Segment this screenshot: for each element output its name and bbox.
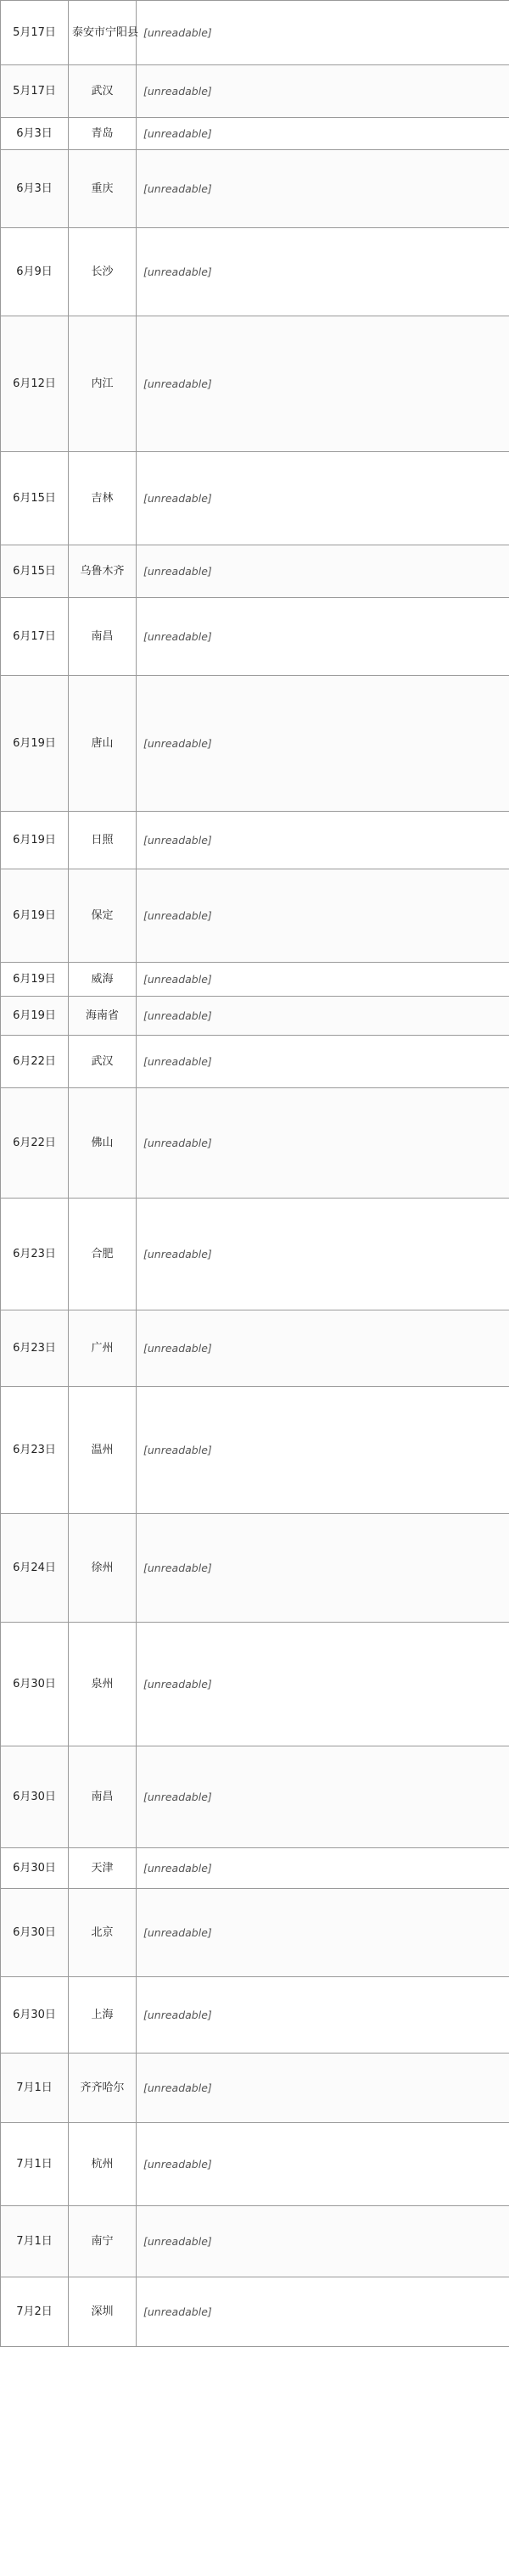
row-description: [unreadable] <box>137 1387 509 1514</box>
row-description: [unreadable] <box>137 1848 509 1889</box>
row-description: [unreadable] <box>137 963 509 997</box>
row-date: 6月30日 <box>1 1623 69 1746</box>
table-row <box>1 2206 509 2277</box>
row-date: 6月22日 <box>1 1036 69 1088</box>
row-city: 重庆 <box>69 150 137 228</box>
table-row <box>1 869 509 963</box>
row-date: 6月23日 <box>1 1199 69 1310</box>
row-description: [unreadable] <box>137 1199 509 1310</box>
row-description: [unreadable] <box>137 545 509 598</box>
row-description: [unreadable] <box>137 869 509 963</box>
table-row <box>1 2123 509 2206</box>
row-description: [unreadable] <box>137 812 509 869</box>
row-description: [unreadable] <box>137 65 509 118</box>
row-city: 南宁 <box>69 2206 137 2277</box>
row-description: [unreadable] <box>137 2277 509 2347</box>
row-description: [unreadable] <box>137 1310 509 1387</box>
row-city: 武汉 <box>69 1036 137 1088</box>
row-city: 长沙 <box>69 228 137 316</box>
row-description: [unreadable] <box>137 997 509 1036</box>
row-description: [unreadable] <box>137 1977 509 2054</box>
table-row <box>1 1623 509 1746</box>
row-date: 6月19日 <box>1 812 69 869</box>
row-description: [unreadable] <box>137 1889 509 1977</box>
table-row <box>1 2054 509 2123</box>
row-city: 杭州 <box>69 2123 137 2206</box>
row-city: 南昌 <box>69 598 137 676</box>
row-city: 深圳 <box>69 2277 137 2347</box>
row-description: [unreadable] <box>137 150 509 228</box>
row-city: 南昌 <box>69 1746 137 1848</box>
row-city: 保定 <box>69 869 137 963</box>
table-row <box>1 118 509 150</box>
table-row <box>1 1977 509 2054</box>
row-date: 6月17日 <box>1 598 69 676</box>
row-date: 6月23日 <box>1 1387 69 1514</box>
table-row <box>1 963 509 997</box>
row-city: 上海 <box>69 1977 137 2054</box>
row-date: 6月12日 <box>1 316 69 452</box>
table-row <box>1 65 509 118</box>
table-row <box>1 1387 509 1514</box>
row-description: [unreadable] <box>137 676 509 812</box>
row-city: 齐齐哈尔 <box>69 2054 137 2123</box>
table-row <box>1 2277 509 2347</box>
row-city: 泰安市宁阳县 <box>69 1 137 65</box>
row-city: 乌鲁木齐 <box>69 545 137 598</box>
row-description: [unreadable] <box>137 1514 509 1623</box>
row-date: 6月19日 <box>1 963 69 997</box>
row-description: [unreadable] <box>137 1036 509 1088</box>
row-city: 武汉 <box>69 65 137 118</box>
row-date: 6月23日 <box>1 1310 69 1387</box>
row-date: 6月24日 <box>1 1514 69 1623</box>
row-description: [unreadable] <box>137 598 509 676</box>
table-row <box>1 1746 509 1848</box>
table-row <box>1 1199 509 1310</box>
row-date: 7月1日 <box>1 2123 69 2206</box>
row-city: 日照 <box>69 812 137 869</box>
row-description: [unreadable] <box>137 1 509 65</box>
row-description: [unreadable] <box>137 452 509 545</box>
row-description: [unreadable] <box>137 316 509 452</box>
row-city: 内江 <box>69 316 137 452</box>
table-row <box>1 1036 509 1088</box>
table-row <box>1 1310 509 1387</box>
row-description: [unreadable] <box>137 228 509 316</box>
row-date: 6月3日 <box>1 150 69 228</box>
row-date: 6月19日 <box>1 676 69 812</box>
row-date: 6月30日 <box>1 1977 69 2054</box>
table-row <box>1 150 509 228</box>
table-row <box>1 676 509 812</box>
row-date: 5月17日 <box>1 1 69 65</box>
table-row <box>1 545 509 598</box>
row-city: 天津 <box>69 1848 137 1889</box>
table-row <box>1 1514 509 1623</box>
row-city: 北京 <box>69 1889 137 1977</box>
row-city: 温州 <box>69 1387 137 1514</box>
table-row <box>1 598 509 676</box>
row-date: 6月30日 <box>1 1889 69 1977</box>
row-date: 7月2日 <box>1 2277 69 2347</box>
policy-table-body <box>1 1 509 2347</box>
row-city: 徐州 <box>69 1514 137 1623</box>
row-date: 6月19日 <box>1 869 69 963</box>
row-city: 威海 <box>69 963 137 997</box>
row-date: 6月19日 <box>1 997 69 1036</box>
row-city: 海南省 <box>69 997 137 1036</box>
row-city: 广州 <box>69 1310 137 1387</box>
row-date: 7月1日 <box>1 2054 69 2123</box>
row-city: 青岛 <box>69 118 137 150</box>
row-date: 6月15日 <box>1 545 69 598</box>
row-date: 6月9日 <box>1 228 69 316</box>
row-date: 7月1日 <box>1 2206 69 2277</box>
table-row <box>1 316 509 452</box>
row-date: 6月3日 <box>1 118 69 150</box>
table-row <box>1 1 509 65</box>
row-date: 6月15日 <box>1 452 69 545</box>
row-description: [unreadable] <box>137 2206 509 2277</box>
row-city: 佛山 <box>69 1088 137 1199</box>
table-row <box>1 452 509 545</box>
row-city: 吉林 <box>69 452 137 545</box>
table-row <box>1 1848 509 1889</box>
row-date: 6月22日 <box>1 1088 69 1199</box>
row-city: 合肥 <box>69 1199 137 1310</box>
row-description: [unreadable] <box>137 118 509 150</box>
row-description: [unreadable] <box>137 1088 509 1199</box>
row-city: 泉州 <box>69 1623 137 1746</box>
row-date: 5月17日 <box>1 65 69 118</box>
table-row <box>1 812 509 869</box>
table-row <box>1 1889 509 1977</box>
table-row <box>1 1088 509 1199</box>
row-date: 6月30日 <box>1 1848 69 1889</box>
row-description: [unreadable] <box>137 2123 509 2206</box>
row-city: 唐山 <box>69 676 137 812</box>
row-description: [unreadable] <box>137 1746 509 1848</box>
table-row <box>1 228 509 316</box>
table-row <box>1 997 509 1036</box>
row-date: 6月30日 <box>1 1746 69 1848</box>
row-description: [unreadable] <box>137 2054 509 2123</box>
row-description: [unreadable] <box>137 1623 509 1746</box>
